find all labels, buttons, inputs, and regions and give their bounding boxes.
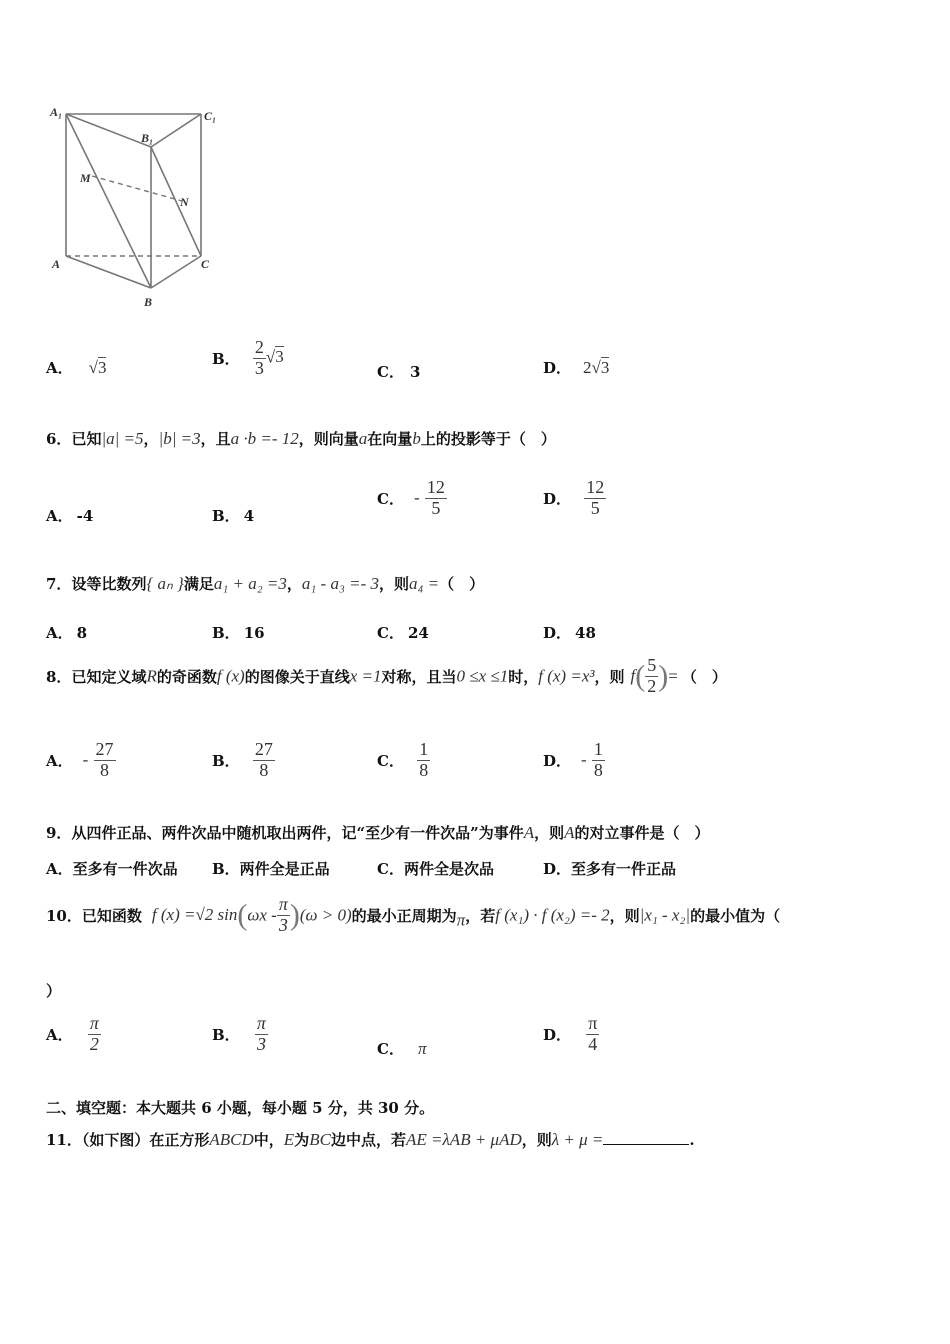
q5-option-b[interactable]: B． $\frac{2}{3}$ √3 xyxy=(212,337,284,378)
edge-a1-b1 xyxy=(66,114,154,147)
q9-option-c[interactable]: C．两件全是次品 xyxy=(377,860,494,878)
q10-option-d[interactable]: D． $\frac{\pi}{4}$ xyxy=(543,1013,598,1054)
prism-figure xyxy=(48,100,238,315)
q5-option-a[interactable]: A． √3 xyxy=(46,358,107,377)
q10-stem: 10．已知函数 f (x) =√2 sin(ωx - $\frac{\pi}{3}$ )(ω > 0)的最小正周期为π，若f (x₁) · f (x₂) =- 2，则|x₁ - x₂|的最小值为（ xyxy=(46,894,781,935)
q8-option-d[interactable]: D． - $\frac{1}{8}$ xyxy=(543,739,603,780)
vertex-label-b1: B₁ xyxy=(141,131,154,145)
q10-option-a[interactable]: A． $\frac{\pi}{2}$ xyxy=(46,1013,99,1054)
q8-option-c[interactable]: C． $\frac{1}{8}$ xyxy=(377,739,429,780)
q10-stem-close: ） xyxy=(46,982,62,1000)
q6-option-c[interactable]: C． - $\frac{12}{5}$ xyxy=(377,477,445,518)
q7-option-c[interactable]: C． 24 xyxy=(377,624,429,642)
q8-option-b[interactable]: B． $\frac{27}{8}$ xyxy=(212,739,273,780)
q8-stem: 8．已知定义域R的奇函数f (x)的图像关于直线x =1对称，且当0 ≤x ≤1时，f (x) =x³，则 f( $\frac{5}{2}$ )= （ ） xyxy=(46,655,727,696)
q9-stem: 9．从四件正品、两件次品中随机取出两件，记“至少有一件次品”为事件A，则A的对立事件是（ ） xyxy=(46,823,710,842)
q7-option-a[interactable]: A． 8 xyxy=(46,624,88,642)
vertex-label-a1: A₁ xyxy=(50,105,63,119)
q11-stem: 11．（如下图）在正方形ABCD中，E为BC边中点，若AE =λAB + μAD，则λ + μ = . xyxy=(46,1130,695,1149)
q6-stem: 6．已知|a| =5，|b| =3，且a ·b =- 12，则向量a在向量b上的投影等于（ ） xyxy=(46,429,556,448)
q7-stem: 7．设等比数列{ aₙ }满足a₁ + a₂ =3，a₁ - a₃ =- 3，则a₄ =（ ） xyxy=(46,574,485,593)
q7-option-d[interactable]: D． 48 xyxy=(543,624,596,642)
diagonal-a1-b xyxy=(66,114,154,288)
section-heading: 二、填空题：本大题共 6 小题，每小题 5 分，共 30 分。 xyxy=(46,1099,435,1117)
q7-option-b[interactable]: B． 16 xyxy=(212,624,265,642)
q5-option-d[interactable]: D． 2√3 xyxy=(543,358,610,377)
vertex-label-c1: C₁ xyxy=(204,109,217,123)
vertex-label-c: C xyxy=(201,257,210,271)
q6-option-d[interactable]: D． $\frac{12}{5}$ xyxy=(543,477,605,518)
q10-option-c[interactable]: C． π xyxy=(377,1039,427,1058)
answer-blank[interactable] xyxy=(603,1130,689,1145)
edge-b1-c1 xyxy=(151,114,201,147)
q6-option-b[interactable]: B． 4 xyxy=(212,507,255,525)
q8-option-a[interactable]: A． - $\frac{27}{8}$ xyxy=(46,739,114,780)
point-label-m: M xyxy=(80,171,91,185)
q6-option-a[interactable]: A． -4 xyxy=(46,507,94,525)
segment-mn-dashed xyxy=(92,176,182,201)
q10-option-b[interactable]: B． $\frac{\pi}{3}$ xyxy=(212,1013,266,1054)
q9-option-b[interactable]: B．两件全是正品 xyxy=(212,860,330,878)
diagonal-b1-c xyxy=(151,147,201,256)
vertex-label-b: B xyxy=(144,295,153,309)
edge-b-c xyxy=(151,256,201,288)
q9-option-a[interactable]: A．至多有一件次品 xyxy=(46,860,178,878)
q9-option-d[interactable]: D．至多有一件正品 xyxy=(543,860,677,878)
vertex-label-a: A xyxy=(52,257,61,271)
point-label-n: N xyxy=(180,195,189,209)
q5-option-c[interactable]: C． 3 xyxy=(377,363,421,381)
